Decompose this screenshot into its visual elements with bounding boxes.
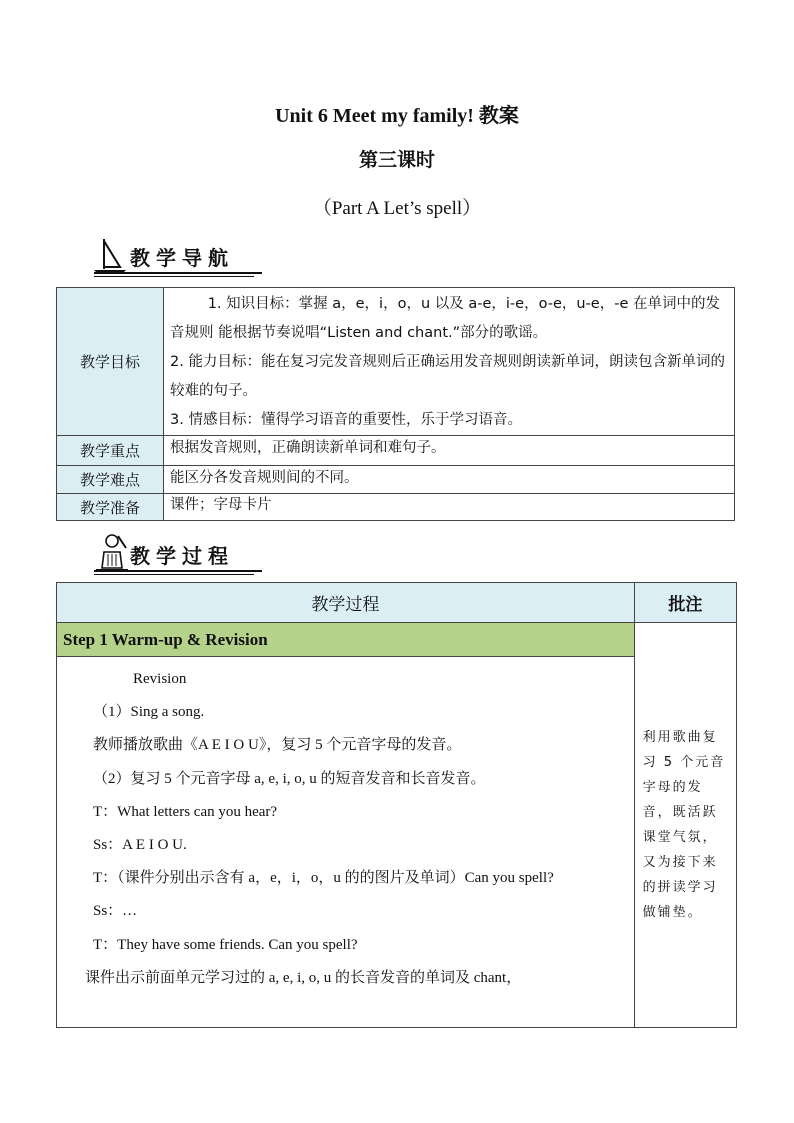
table-row xyxy=(57,494,735,521)
banner-teaching-guide xyxy=(92,236,262,278)
content-line: Ss：A E I O U. xyxy=(93,837,187,854)
row-label: 教学重点 xyxy=(57,436,164,466)
content-line: T：（课件分别出示含有 a，e，i，o，u 的的图片及单词）Can you spell? xyxy=(93,870,554,887)
column-header-notes: 批注 xyxy=(634,583,736,623)
content-line: T：What letters can you hear? xyxy=(93,803,278,820)
teaching-overview-table xyxy=(56,287,735,521)
step-content xyxy=(57,657,635,1028)
teaching-process-table xyxy=(56,582,737,1028)
banner-teaching-guide-label: 教学导航 xyxy=(130,246,234,270)
note-cell: 利用歌曲复习 5 个元音字母的发音，既活跃课堂气氛，又为接下来的拼读学习做铺垫。 xyxy=(634,623,736,1028)
content-line: T：They have some friends. Can you spell? xyxy=(93,936,358,953)
sailboat-icon xyxy=(92,236,128,276)
step-title: Step 1 Warm-up & Revision xyxy=(57,623,635,657)
content-line: （1）Sing a song. xyxy=(93,704,205,721)
content-line: Revision xyxy=(133,671,187,687)
writing-figure-icon xyxy=(94,532,130,574)
table-row xyxy=(57,288,735,436)
objective-ability: 2. 能力目标：能在复习完发音规则后正确运用发音规则朗读新单词，朗读包含新单词的较难的句子。 xyxy=(170,354,725,399)
content-line: 教师播放歌曲《A E I O U》，复习 5 个元音字母的发音。 xyxy=(93,737,462,754)
row-label: 教学难点 xyxy=(57,466,164,494)
table-row xyxy=(57,623,737,657)
document-title: Unit 6 Meet my family! 教案 xyxy=(275,105,519,127)
preparation-cell: 课件；字母卡片 xyxy=(164,494,735,521)
banner-teaching-process-label: 教学过程 xyxy=(130,544,234,568)
table-row xyxy=(57,466,735,494)
lesson-subtitle: 第三课时 xyxy=(358,150,435,171)
content-line: Ss：… xyxy=(93,903,138,920)
key-points-cell: 根据发音规则，正确朗读新单词和难句子。 xyxy=(164,436,735,466)
table-row xyxy=(57,436,735,466)
objective-knowledge: 1. 知识目标：掌握 a，e，i，o，u 以及 a-e，i-e，o-e，u-e，-e 在单词中的发音规则 能根据节奏说唱“Listen and chant.”部分的歌谣。 xyxy=(170,296,720,341)
difficulties-cell: 能区分各发音规则间的不同。 xyxy=(164,466,735,494)
part-label: （Part A Let’s spell） xyxy=(312,198,482,219)
row-label: 教学准备 xyxy=(57,494,164,521)
banner-teaching-process xyxy=(92,534,262,576)
objective-emotion: 3. 情感目标：懂得学习语音的重要性，乐于学习语音。 xyxy=(170,412,522,428)
column-header-process: 教学过程 xyxy=(57,583,635,623)
objectives-cell xyxy=(164,288,735,436)
content-line: 课件出示前面单元学习过的 a, e, i, o, u 的长音发音的单词及 chant， xyxy=(85,969,522,986)
row-label: 教学目标 xyxy=(57,288,164,436)
table-header-row xyxy=(57,583,737,623)
content-line: （2）复习 5 个元音字母 a, e, i, o, u 的短音发音和长音发音。 xyxy=(93,770,486,787)
